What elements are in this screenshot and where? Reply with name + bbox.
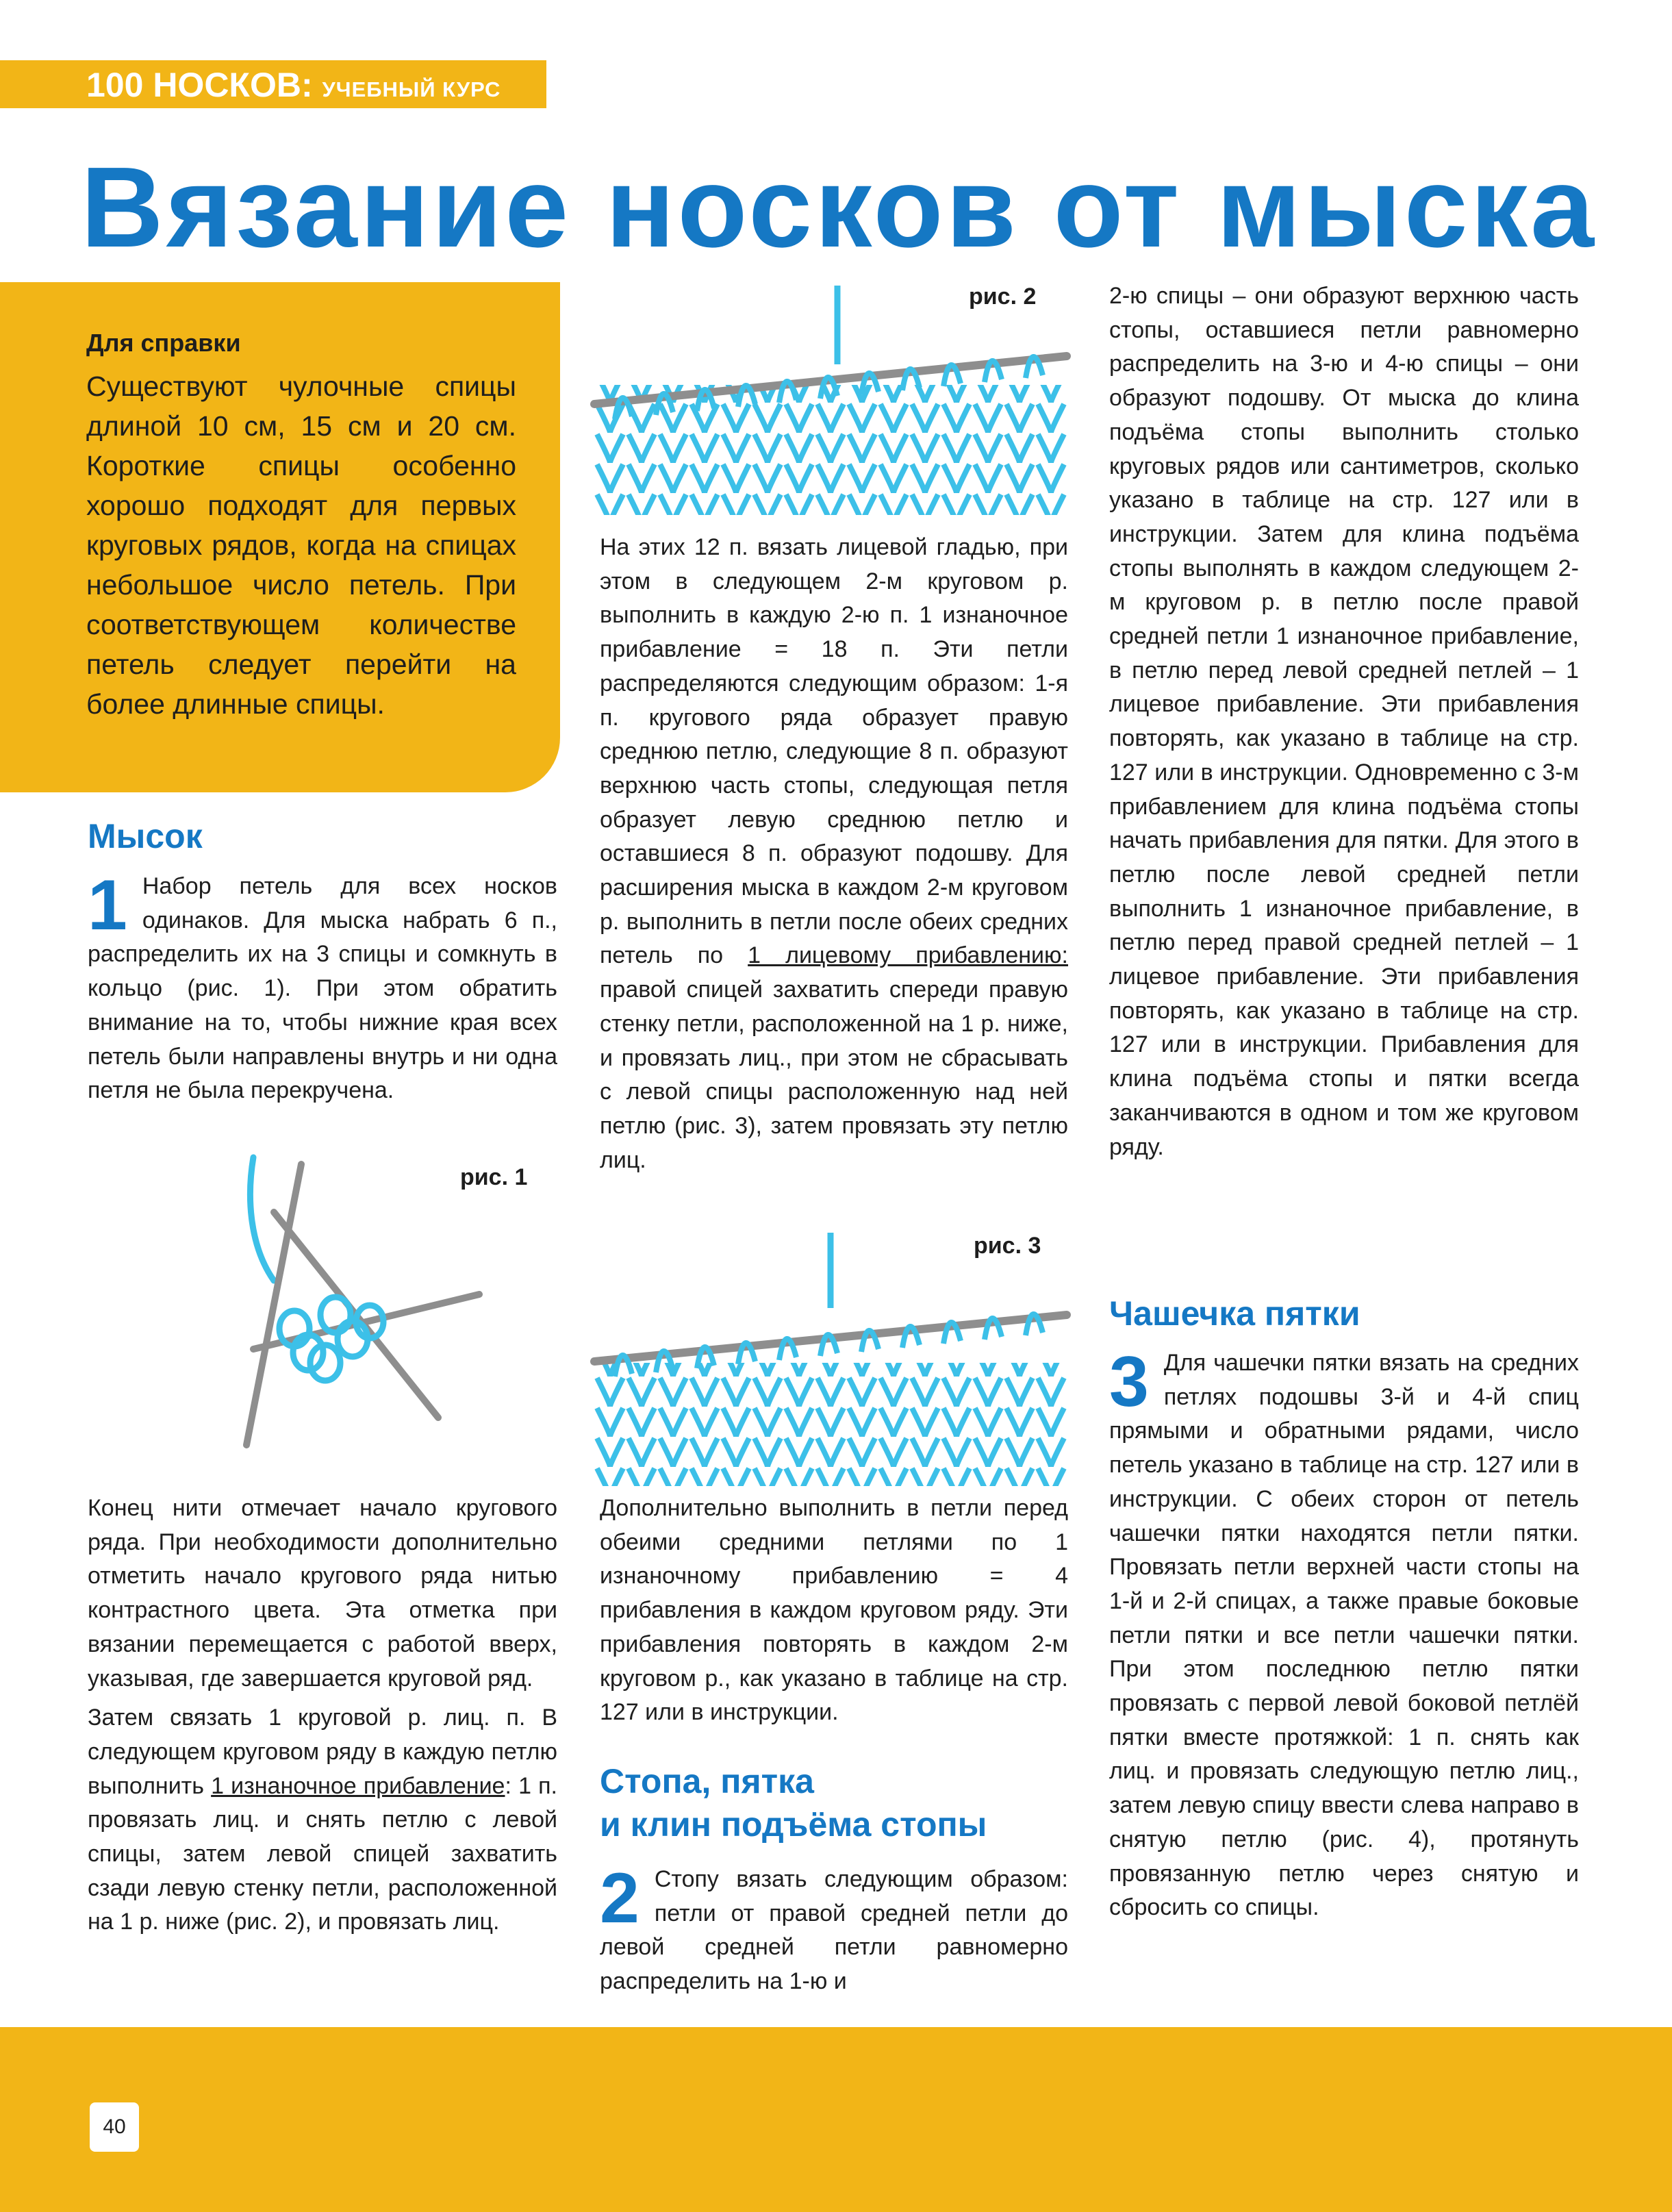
page-title: Вязание носков от мыска [81,144,1597,271]
fig2-label: рис. 2 [969,284,1037,310]
page-number: 40 [90,2102,139,2152]
mysok-continued [88,1492,557,1939]
middle-p2: Дополнительно выполнить в петли перед обеими средними петлями по 1 изнаночному прибавлению = 4 прибавления в каждом круговом ряду. Эти прибавления повторять в каждом 2-м круговом р., как указано в таблице на стр. 127 или в инструкции. [600,1495,1068,1726]
middle-p1-end: правой спицей захватить спереди правую стенку петли, расположенной на 1 р. ниже, и провязать лиц., при этом не сбрасывать с левой спицы расположенную над ней петлю (рис. 3), затем провязать эту петлю лиц. [600,977,1068,1173]
fig1-illustration [171,1144,500,1472]
knit-increase-term: 1 лицевому прибавлению: [748,942,1068,969]
step-2-block [600,1859,1068,1999]
reference-text: Существуют чулочные спицы длиной 10 см, 15 см и 20 см. Короткие спицы особенно хорошо подходят для первых круговых рядов, когда на спицах небольшое число петель. При соответствующем количестве петель следует перейти на более длинные спицы. [86,370,516,720]
header-title: 100 НОСКОВ: [86,66,313,104]
step-3-text: Для чашечки пятки вязать на средних петлях подошвы 3-й и 4-й спиц прямыми и обратными рядами, число петель указано в таблице на стр. 127 или в инструкции. С обеих сторон от петель чашечки пятки находятся петли пятки. Провязать петли верхней части стопы на 1-й и 2-й спицах, а также правые боковые петли пятки и все петли чашечки пятки. При этом последнюю петлю пятки провязать с первой левой боковой петлёй пятки вместе протяжкой: 1 п. снять как лиц. и провязать следующую петлю лиц., затем левую спицу ввести слева направо в снятую петлю (рис. 4), протянуть провязанную петлю через снятую и сбросить со спицы. [1109,1350,1579,1921]
section-heading-mysok: Мысок [88,817,203,855]
section-heading-stopa [600,1760,987,1846]
step-1-block [88,866,557,1108]
fig1-label: рис. 1 [460,1164,528,1190]
middle-p1-start: На этих 12 п. вязать лицевой гладью, при этом в следующем 2-м круговом р. выполнить в каждую 2-ю п. 1 изнаночное прибавление = 18 п. Эти петли распределяются следующим образом: 1-я п. кругового ряда образует правую среднюю петлю, следующие 8 п. образуют верхнюю часть стопы, следующая петля образует левую среднюю петлю и оставшиеся 8 п. образуют подошву. Для расширения мыска в каждом 2-м круговом р. выполнить в петли после обеих средних петель по [600,534,1068,969]
step-3-block [1109,1342,1579,1925]
mysok-p2-end: : 1 п. провязать лиц. и снять петлю с левой спицы, затем левой спицей захватить сзади левую стенку петли, расположенной на 1 р. ниже (рис. 2), и провязать лиц. [88,1772,557,1935]
bottom-band [0,2027,1672,2212]
step-number-2: 2 [600,1859,639,1938]
mysok-p2-start: Затем связать 1 круговой р. лиц. п. В следующем круговом ряду в каждую петлю выполнить [88,1705,557,1799]
header-subtitle: УЧЕБНЫЙ КУРС [322,77,501,101]
middle-p1 [600,531,1068,1177]
middle-paragraph-1 [600,531,1068,1177]
mysok-after-fig-text: Конец нити отмечает начало кругового ряда. При необходимости дополнительно отметить начало кругового ряда нитью контрастного цвета. Эта отметка при вязании перемещается с работой вверх, указывая, где завершается круговой ряд. [88,1495,557,1692]
mysok-paragraph-2 [88,1701,557,1939]
step-number-3: 3 [1109,1342,1149,1422]
step-2-text: Стопу вязать следующим образом: петли от правой средней петли до левой средней петли равномерно распределить на 1-ю и [600,1866,1068,1995]
fig2-illustration [594,282,1067,515]
right-column-text: 2-ю спицы – они образуют верхнюю часть стопы, оставшиеся петли равномерно распределить на 3-ю и 4-ю спицы – они образуют подошву. От мыска до клина подъёма стопы выполнить столько круговых рядов или сантиметров, сколько указано в таблице на стр. 127 или в инструкции. Затем для клина подъёма стопы выполнять в каждом следующем 2-м круговом р. в петлю после правой средней петли 1 изнаночное прибавление, в петлю перед левой средней петлей – 1 лицевое прибавление. Эти прибавления повторять, как указано в таблице на стр. 127 или в инструкции. Одновременно с 3-м прибавлением для клина подъёма стопы начать прибавления для пятки. Для этого в петлю после левой средней петли выполнить 1 изнаночное прибавление, в петлю перед правой средней петлей – 1 лицевое прибавление. Эти прибавления повторять, как указано в таблице на стр. 127 или в инструкции. Прибавления для клина подъёма стопы и пятки всегда заканчиваются в одном и том же круговом ряду. [1109,283,1579,1160]
reference-title: Для справки [86,329,241,357]
purl-increase-term: 1 изнаночное прибавление [211,1772,505,1799]
running-header [86,60,501,108]
fig3-label: рис. 3 [974,1233,1041,1259]
section-heading-heel: Чашечка пятки [1109,1294,1360,1333]
fig3-illustration [594,1226,1067,1486]
right-column-text-block [1109,279,1579,1164]
step-number-1: 1 [88,866,127,945]
step-1-text: Набор петель для всех носков одинаков. Для мыска набрать 6 п., распределить их на 3 спицы и сомкнуть в кольцо (рис. 1). При этом обратить внимание на то, чтобы нижние края всех петель были направлены внутрь и ни одна петля не была перекручена. [88,873,557,1104]
stopa-heading-line-1: Стопа, пятка [600,1762,814,1800]
stopa-heading-line-2: и клин подъёма стопы [600,1805,987,1844]
middle-paragraph-2 [600,1492,1068,1730]
